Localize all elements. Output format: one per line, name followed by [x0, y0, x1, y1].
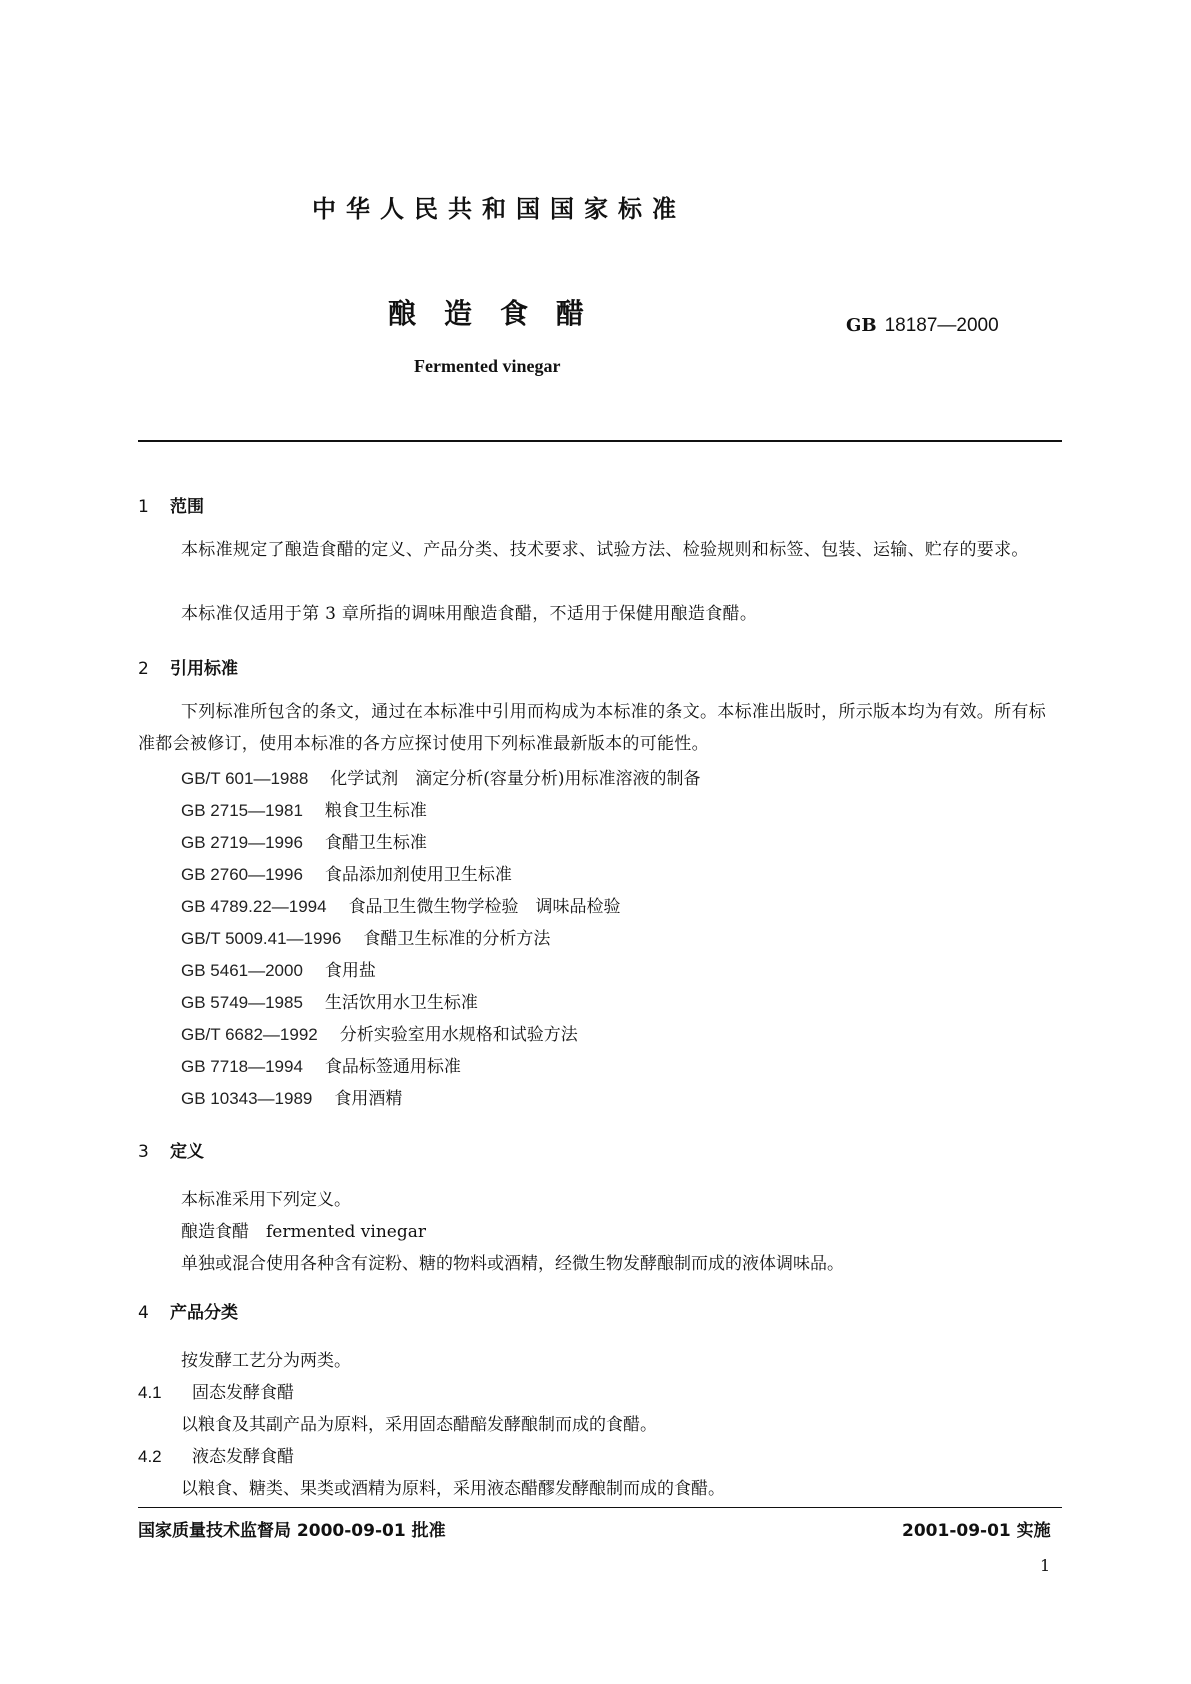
section-number: 3	[138, 1142, 149, 1162]
ref-code: GB 10343—1989	[181, 1089, 313, 1108]
standard-prefix: GB	[846, 315, 877, 336]
subsection-4-1-heading	[138, 1378, 294, 1403]
ref-name: 生活饮用水卫生标准	[324, 993, 478, 1013]
footer-divider	[138, 1507, 1062, 1508]
list-item	[181, 764, 701, 789]
section-3-term: 酿造食醋 fermented vinegar	[181, 1222, 426, 1242]
list-item	[181, 1084, 402, 1109]
section-title: 范围	[170, 497, 204, 517]
section-number: 4	[138, 1303, 149, 1323]
page-number: 1	[1040, 1556, 1051, 1575]
ref-name: 食用酒精	[334, 1089, 403, 1109]
ref-code: GB/T 5009.41—1996	[181, 929, 342, 948]
ref-code: GB 2760—1996	[181, 865, 303, 884]
standard-code	[846, 314, 999, 337]
subsection-title: 固态发酵食醋	[192, 1383, 294, 1403]
ref-code: GB 4789.22—1994	[181, 897, 327, 916]
document-title: 酿造食醋	[388, 297, 613, 330]
ref-name: 食醋卫生标准	[324, 833, 427, 853]
ref-name: 分析实验室用水规格和试验方法	[339, 1025, 578, 1045]
list-item	[181, 924, 550, 949]
ref-name: 化学试剂 滴定分析(容量分析)用标准溶液的制备	[330, 769, 701, 789]
ref-code: GB 2715—1981	[181, 801, 303, 820]
list-item	[181, 796, 427, 821]
subsection-4-2-heading	[138, 1442, 294, 1467]
list-item	[181, 892, 621, 917]
section-3-definition: 单独或混合使用各种含有淀粉、糖的物料或酒精，经微生物发酵酿制而成的液体调味品。	[181, 1254, 844, 1274]
list-item	[181, 828, 427, 853]
list-item	[181, 1052, 461, 1077]
ref-name: 粮食卫生标准	[324, 801, 427, 821]
ref-name: 食品卫生微生物学检验 调味品检验	[348, 897, 621, 917]
section-number: 2	[138, 659, 149, 679]
ref-code: GB 7718—1994	[181, 1057, 303, 1076]
ref-code: GB 5749—1985	[181, 993, 303, 1012]
subsection-4-1-text: 以粮食及其副产品为原料，采用固态醋醅发酵酿制而成的食醋。	[181, 1415, 657, 1435]
section-1-heading	[138, 492, 204, 517]
section-title: 定义	[170, 1142, 204, 1162]
ref-code: GB/T 6682—1992	[181, 1025, 318, 1044]
ref-name: 食品标签通用标准	[324, 1057, 461, 1077]
subsection-number: 4.1	[138, 1383, 162, 1402]
effective-date: 2001-09-01 实施	[902, 1521, 1051, 1541]
list-item	[181, 860, 512, 885]
section-1-paragraph-2: 本标准仅适用于第 3 章所指的调味用酿造食醋，不适用于保健用酿造食醋。	[181, 604, 758, 624]
national-standard-heading: 中华人民共和国国家标准	[312, 195, 686, 223]
section-3-heading	[138, 1137, 204, 1162]
subsection-title: 液态发酵食醋	[192, 1447, 294, 1467]
list-item	[181, 1020, 578, 1045]
section-number: 1	[138, 497, 149, 517]
ref-code: GB 5461—2000	[181, 961, 303, 980]
ref-name: 食用盐	[324, 961, 376, 981]
standard-number: 18187—2000	[884, 315, 999, 336]
section-3-line-1: 本标准采用下列定义。	[181, 1190, 351, 1210]
list-item	[181, 988, 478, 1013]
ref-code: GB 2719—1996	[181, 833, 303, 852]
section-1-paragraph-1: 本标准规定了酿造食醋的定义、产品分类、技术要求、试验方法、检验规则和标签、包装、运输、贮存的要求。	[181, 540, 1029, 560]
list-item	[181, 956, 376, 981]
header-divider	[138, 440, 1062, 442]
section-title: 引用标准	[170, 659, 238, 679]
english-title: Fermented vinegar	[414, 356, 561, 376]
subsection-number: 4.2	[138, 1447, 162, 1466]
section-2-paragraph-1: 下列标准所包含的条文，通过在本标准中引用而构成为本标准的条文。本标准出版时，所示版本均为有效。所有标准都会被修订，使用本标准的各方应探讨使用下列标准最新版本的可能性。	[138, 702, 1046, 754]
section-2-heading	[138, 654, 238, 679]
section-4-line-1: 按发酵工艺分为两类。	[181, 1351, 351, 1371]
ref-name: 食品添加剂使用卫生标准	[324, 865, 512, 885]
section-4-heading	[138, 1298, 238, 1323]
section-title: 产品分类	[170, 1303, 238, 1323]
approval-date: 国家质量技术监督局 2000-09-01 批准	[138, 1521, 446, 1541]
ref-code: GB/T 601—1988	[181, 769, 309, 788]
subsection-4-2-text: 以粮食、糖类、果类或酒精为原料，采用液态醋醪发酵酿制而成的食醋。	[181, 1479, 725, 1499]
ref-name: 食醋卫生标准的分析方法	[363, 929, 551, 949]
